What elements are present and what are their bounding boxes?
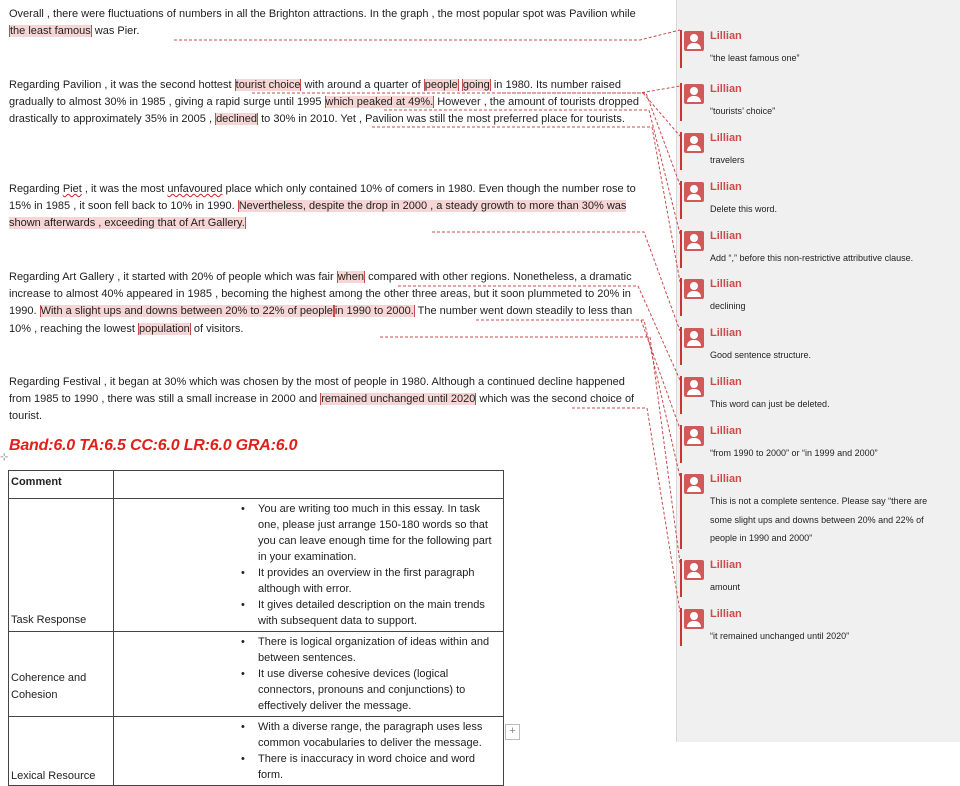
comment-text: “it remained unchanged until 2020” <box>710 631 850 641</box>
comment-bar <box>680 327 682 365</box>
comment-anchor-3[interactable]: people <box>424 79 458 91</box>
comment-text: “the least famous one” <box>710 53 800 63</box>
comment-text: amount <box>710 582 741 592</box>
comment-text: declining <box>710 301 746 311</box>
comment-anchor-11[interactable]: population <box>139 322 190 335</box>
comment-anchor-6[interactable]: declined <box>216 113 258 126</box>
comment-text: This word can just be deleted. <box>710 399 830 409</box>
paragraph-pier[interactable]: Regarding Piet , it was the most unfavoured place which only contained 10% of comers in 1980. Even though the number rose to 15% in 1985 , it soon fell back to 10% in 1990. Nevertheless, despite the drop in 2000 , a steady growth to more than 30% was shown afterwards , exceeding that of Art Gallery. <box>9 183 636 230</box>
criterion-label: Task Response <box>9 499 114 632</box>
spelling-error[interactable]: unfavoured <box>167 183 223 195</box>
comment-bar <box>680 425 682 463</box>
comment-anchor-9[interactable]: in 1990 to 2000. <box>334 305 414 318</box>
connector-line-5 <box>384 110 680 234</box>
connector-line-2 <box>252 86 680 93</box>
comment-anchor-12[interactable]: remained unchanged until 2020 <box>321 393 476 406</box>
criterion-label: Lexical Resource <box>9 717 114 786</box>
list-item: • It provides an overview in the first paragraph although with error. <box>258 565 499 597</box>
connector-line-7 <box>432 232 680 331</box>
paragraph-pavilion[interactable]: Regarding Pavilion , it was the second hottest tourist choice with around a quarter of people going in 1980. Its number raised gradually to almost 30% in 1985 , giving a rapid surge until 1995 which peaked at 49%. However , the amount of tourists dropped drastically to approximately 35% in 2005 , declined to 30% in 2010. Yet , Pavilion was still the most preferred place for tourists. <box>9 79 640 126</box>
comment-bar <box>680 559 682 597</box>
comment-author: Lillian <box>710 278 742 290</box>
add-row-button[interactable]: + <box>505 724 520 740</box>
comment-author: Lillian <box>710 181 742 193</box>
paragraph-art-gallery[interactable]: Regarding Art Gallery , it started with 20% of people which was fair when compared with other regions. Nonetheless, a dramatic increase to almost 40% appeared in 1985 , becoming the highest among the other three areas, but it soon plummeted to 20% in 1990. With a slight ups and downs between 20% to 22% of people in 1990 to 2000. The number went down steadily to less than 10% , reaching the lowest population of visitors. <box>9 271 633 335</box>
avatar-icon <box>684 279 704 299</box>
comment-author: Lillian <box>710 425 742 437</box>
paragraph-overview[interactable]: Overall , there were fluctuations of numbers in all the Brighton attractions. In the graph , the most popular spot was Pavilion while the least famous was Pier. <box>9 8 636 38</box>
connector-line-6 <box>372 127 680 282</box>
comment-text: travelers <box>710 155 745 165</box>
comment-text: Good sentence structure. <box>710 350 812 360</box>
comment-text: Delete this word. <box>710 204 778 214</box>
comment-author: Lillian <box>710 83 742 95</box>
avatar-icon <box>684 328 704 348</box>
connector-line-9 <box>566 320 680 429</box>
comment-anchor-8[interactable]: when <box>337 271 365 283</box>
list-item: • There is inaccuracy in word choice and word form. <box>258 751 499 783</box>
comment-bar <box>680 132 682 170</box>
avatar-icon <box>684 31 704 51</box>
connector-line-11 <box>380 337 680 563</box>
table-header-comment: Comment <box>9 471 114 499</box>
comment-author: Lillian <box>710 608 742 620</box>
connector-line-1 <box>174 30 680 40</box>
comment-anchor-7[interactable]: Nevertheless, despite the drop in 2000 , a steady growth to more than 30% was shown afterwards , exceeding that of Art Gallery. <box>9 200 627 230</box>
band-score: Band:6.0 TA:6.5 CC:6.0 LR:6.0 GRA:6.0 <box>9 437 298 454</box>
comment-text: “from 1990 to 2000” or “in 1999 and 2000” <box>710 448 878 458</box>
spelling-error[interactable]: Piet <box>62 183 82 195</box>
comment-anchor-1[interactable]: the least famous <box>10 25 91 38</box>
list-item: • It gives detailed description on the main trends with subsequent data to support. <box>258 597 499 629</box>
comment-bar <box>680 376 682 414</box>
comment-author: Lillian <box>710 30 742 42</box>
avatar-icon <box>684 231 704 251</box>
comment-author: Lillian <box>710 376 742 388</box>
comment-bar <box>680 181 682 219</box>
comment-bar <box>680 278 682 316</box>
list-item: • There is logical organization of ideas within and between sentences. <box>258 634 499 666</box>
criterion-label: Coherence and Cohesion <box>9 632 114 717</box>
avatar-icon <box>684 182 704 202</box>
avatar-icon <box>684 426 704 446</box>
connector-line-8 <box>398 286 680 380</box>
paragraph-festival[interactable]: Regarding Festival , it began at 30% which was chosen by the most of people in 1980. Although a continued decline happened from 1985 to 1990 , there was still a small increase in 2000 and remained unchanged until 2020 which was the second choice of tourist. <box>9 376 635 423</box>
avatar-icon <box>684 609 704 629</box>
avatar-icon <box>684 377 704 397</box>
avatar-icon <box>684 84 704 104</box>
comment-author: Lillian <box>710 132 742 144</box>
avatar-icon <box>684 133 704 153</box>
avatar-icon <box>684 560 704 580</box>
comment-author: Lillian <box>710 473 742 485</box>
comment-author: Lillian <box>710 327 742 339</box>
comment-author: Lillian <box>710 559 742 571</box>
comment-anchor-10[interactable]: With a slight ups and downs between 20% to 22% of people <box>40 305 333 318</box>
table-move-handle-icon[interactable]: ⊹ <box>0 452 9 463</box>
list-item: • With a diverse range, the paragraph uses less common vocabularies to deliver the message. <box>258 719 499 751</box>
comment-anchor-4[interactable]: going <box>462 79 490 91</box>
comment-anchor-5[interactable]: which peaked at 49%. <box>325 96 434 109</box>
comment-bar <box>680 30 682 68</box>
comment-text: “tourists’ choice” <box>710 106 776 116</box>
connector-line-10 <box>476 320 680 477</box>
comment-author: Lillian <box>710 230 742 242</box>
connector-line-4 <box>532 93 680 185</box>
avatar-icon <box>684 474 704 494</box>
list-item: • You are writing too much in this essay. In task one, please just arrange 150-180 words so that you can leave enough time for the following part in your examination. <box>258 501 499 565</box>
comment-text: Add “,” before this non-restrictive attributive clause. <box>710 253 914 263</box>
comment-bar <box>680 230 682 268</box>
comment-bar <box>680 608 682 646</box>
list-item: • It use diverse cohesive devices (logical connectors, pronouns and conjunctions) to effectively deliver the message. <box>258 666 499 714</box>
comment-bar <box>680 473 682 549</box>
comment-bar <box>680 83 682 121</box>
comment-text: This is not a complete sentence. Please say “there are some slight ups and downs between 20% and 22% of people in 1990 and 2000” <box>710 496 928 543</box>
comment-anchor-2[interactable]: tourist choice <box>235 79 301 91</box>
